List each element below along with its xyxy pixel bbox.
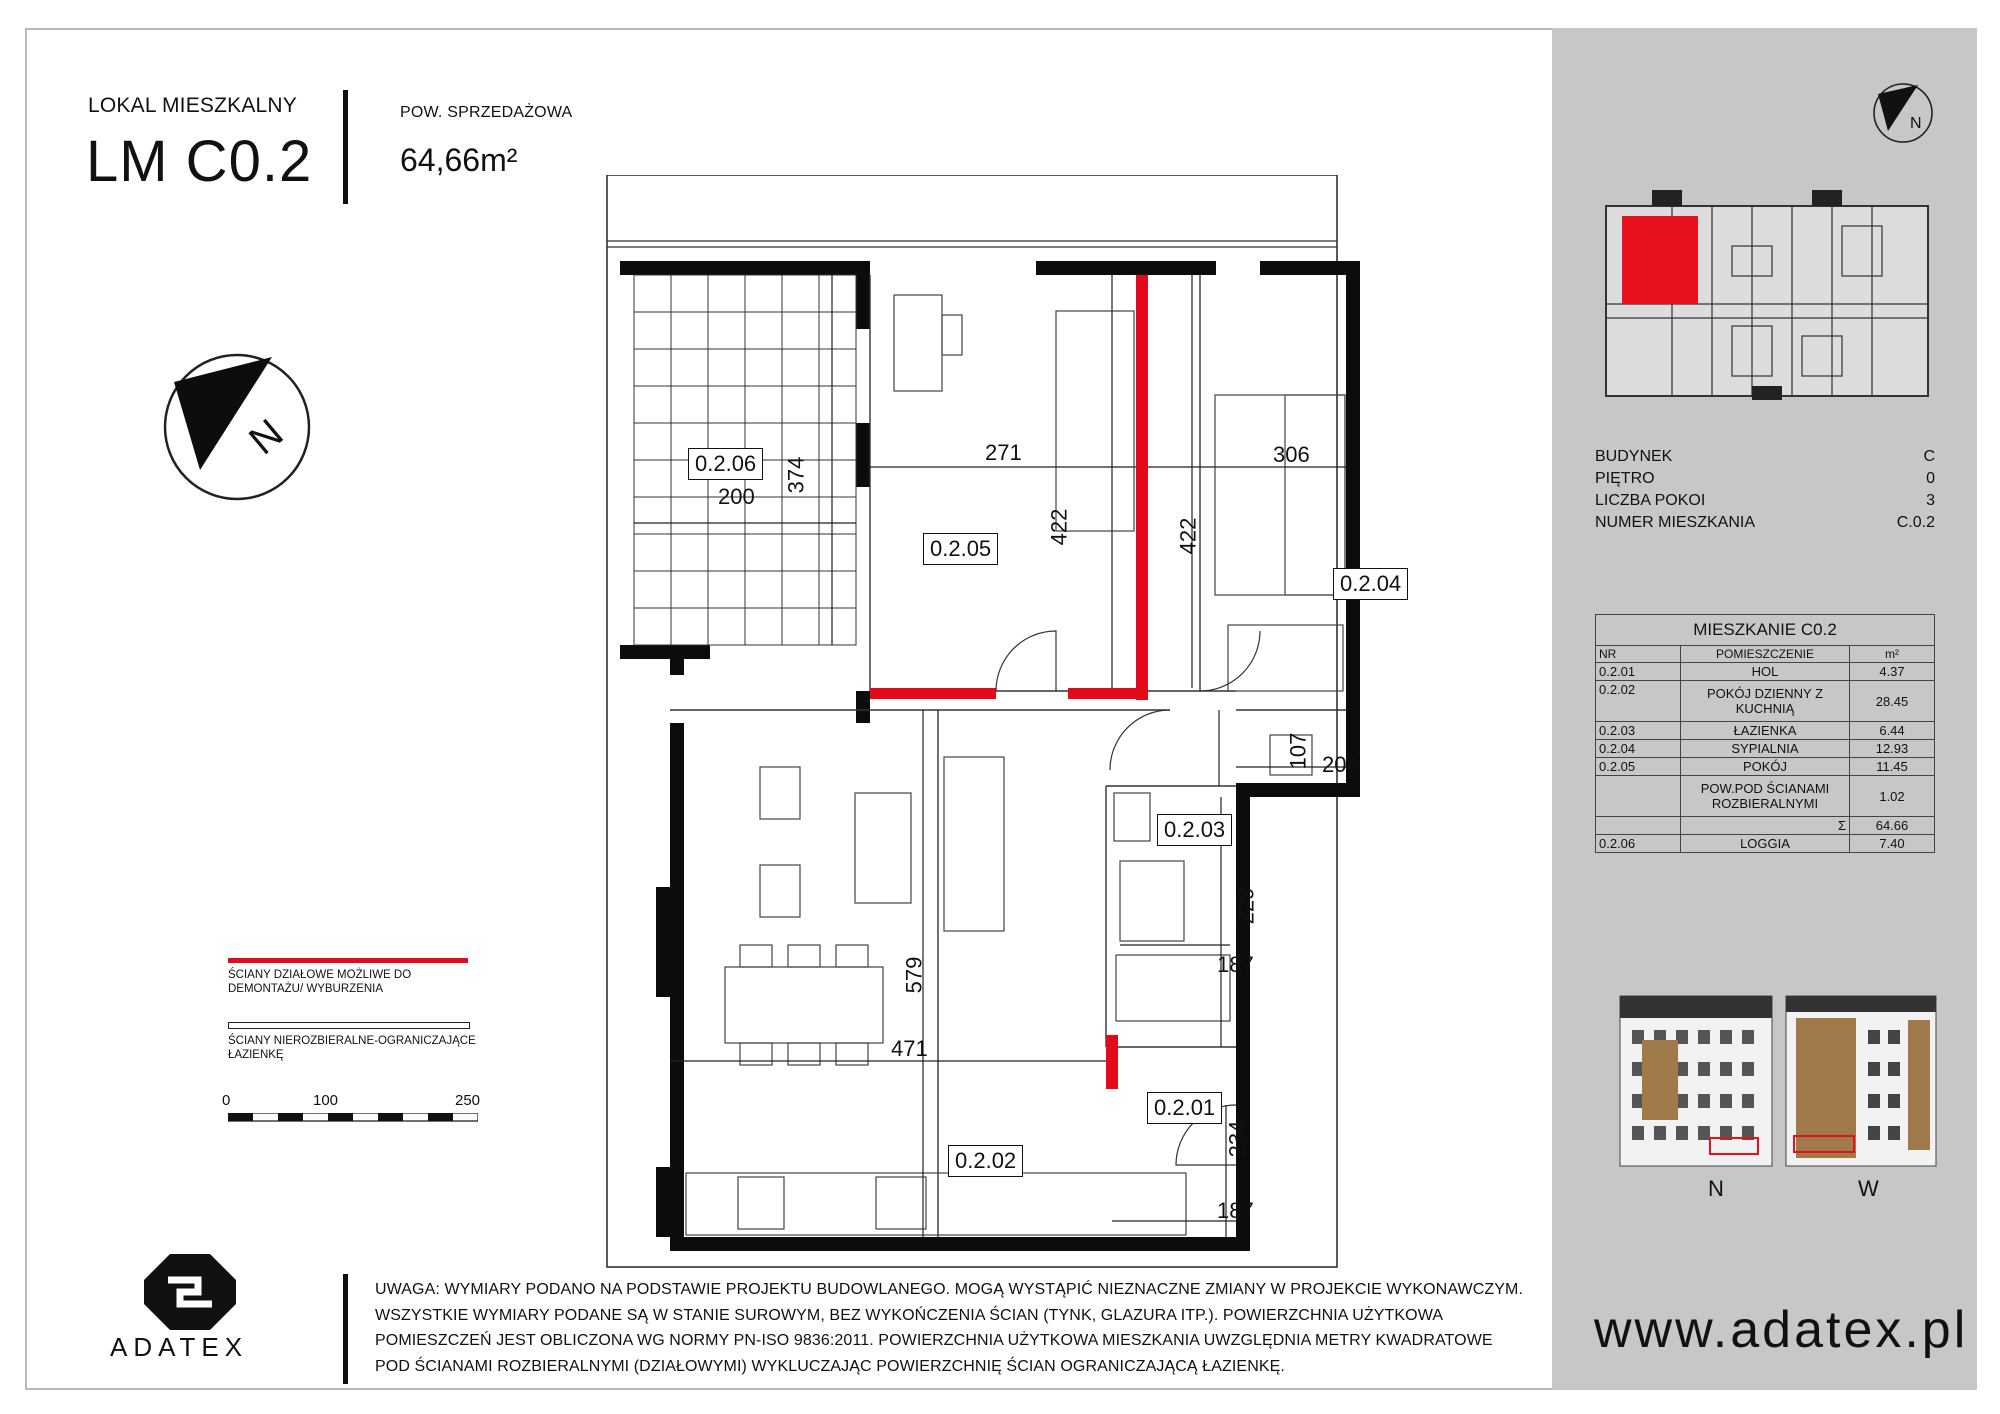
legend-white-line [228, 1022, 470, 1029]
header-divider [343, 90, 348, 204]
dim-204: 204 [1322, 752, 1359, 777]
rooms-table [1595, 614, 1935, 853]
unit-type: LOKAL MIESZKALNY [88, 94, 297, 117]
dim-234: 234 [1224, 1120, 1250, 1158]
table-row: 0.2.05 POKÓJ 11.45 [1596, 758, 1935, 776]
area-value: 64,66m² [400, 142, 518, 178]
dim-271: 271 [985, 440, 1022, 465]
room-tag-0205: 0.2.05 [923, 533, 998, 565]
info-apartment: NUMER MIESZKANIA C.0.2 [1595, 514, 1935, 531]
floor-plan [600, 175, 1380, 1275]
dim-229: 229 [1233, 887, 1259, 925]
info-rooms: LICZBA POKOI 3 [1595, 492, 1935, 509]
scale-tick-0: 0 [222, 1092, 231, 1109]
table-row: 0.2.01 HOL 4.37 [1596, 663, 1935, 681]
table-row: 0.2.06 LOGGIA 7.40 [1596, 835, 1935, 853]
note-divider [343, 1274, 348, 1384]
room-tag-0206: 0.2.06 [688, 448, 763, 480]
table-row: 0.2.02 POKÓJ DZIENNY Z KUCHNIĄ 28.45 [1596, 681, 1935, 722]
website-link[interactable]: www.adatex.pl [1594, 1301, 1969, 1359]
sidebar-compass-icon [1872, 82, 1934, 144]
dim-422-a: 422 [1046, 508, 1072, 546]
logo-text: ADATEX [110, 1332, 249, 1362]
dim-187-b: 187 [1217, 1198, 1254, 1223]
room-tag-0201: 0.2.01 [1147, 1092, 1222, 1124]
table-header-name: POMIESZCZENIE [1681, 646, 1850, 663]
building-elevations [1618, 990, 1938, 1170]
scale-tick-100: 100 [313, 1092, 339, 1109]
area-label: POW. SPRZEDAŻOWA [400, 104, 573, 121]
legend-white-label: ŚCIANY NIEROZBIERALNE-OGRANICZAJĄCE ŁAZIENKĘ [228, 1035, 476, 1061]
table-row: 0.2.04 SYPIALNIA 12.93 [1596, 740, 1935, 758]
scale-tick-250: 250 [455, 1092, 481, 1109]
dim-200: 200 [718, 484, 755, 509]
room-tag-0203: 0.2.03 [1157, 814, 1232, 846]
north-compass-icon [162, 352, 312, 502]
unit-highlight [1622, 216, 1698, 304]
table-row: POW.POD ŚCIANAMI ROZBIERALNYMI 1.02 [1596, 776, 1935, 817]
info-floor: PIĘTRO 0 [1595, 470, 1935, 487]
legend-red-line [228, 958, 468, 963]
room-tag-0202: 0.2.02 [948, 1145, 1023, 1177]
table-header-area: m² [1850, 646, 1935, 663]
elevation-label-w: W [1858, 1176, 1879, 1201]
table-row: Σ 64.66 [1596, 817, 1935, 835]
unit-code: LM C0.2 [86, 129, 313, 194]
info-building: BUDYNEK C [1595, 448, 1935, 465]
compass-letter: N [241, 410, 292, 464]
elevation-label-n: N [1708, 1176, 1724, 1201]
scale-bar [228, 1113, 478, 1123]
table-row: 0.2.03 ŁAZIENKA 6.44 [1596, 722, 1935, 740]
table-caption: MIESZKANIE C0.2 [1596, 615, 1935, 646]
dim-422-b: 422 [1175, 517, 1201, 555]
dim-107: 107 [1285, 732, 1311, 770]
dim-471: 471 [891, 1036, 928, 1061]
disclaimer-note: UWAGA: WYMIARY PODANO NA PODSTAWIE PROJEKTU BUDOWLANEGO. MOGĄ WYSTĄPIĆ NIEZNACZNE ZMIANY W PROJEKCIE WYKONAWCZYM. WSZYSTKIE WYMIARY PODANE SĄ W STANIE SUROWYM, BEZ WYKOŃCZENIA ŚCIAN (TYNK, GLAZURA ITP.). POWIERZCHNIA UŻYTKOWA POMIESZCZEŃ JEST OBLICZONA WG NORMY PN-ISO 9836:2011. POWIERZCHNIA UŻYTKOWA MIESZKANIA UWZGLĘDNIA METRY KWADRATOWE POD ŚCIANAMI ROZBIERALNYMI (DZIAŁOWYMI) WYKLUCZAJĄC POWIERZCHNIĘ ŚCIAN OGRANICZAJĄCĄ ŁAZIENKĘ. [375, 1281, 1523, 1375]
building-key-plan [1602, 186, 1932, 404]
adatex-logo-icon [140, 1252, 240, 1332]
dim-187-a: 187 [1217, 952, 1254, 977]
room-tag-0204: 0.2.04 [1333, 568, 1408, 600]
sidebar-compass-letter: N [1910, 115, 1922, 132]
dim-579: 579 [901, 956, 927, 994]
dim-306: 306 [1273, 442, 1310, 467]
legend-red-label: ŚCIANY DZIAŁOWE MOŻLIWE DO DEMONTAŻU/ WYBURZENIA [228, 969, 412, 995]
dim-374: 374 [783, 456, 809, 494]
table-header-nr: NR [1596, 646, 1681, 663]
